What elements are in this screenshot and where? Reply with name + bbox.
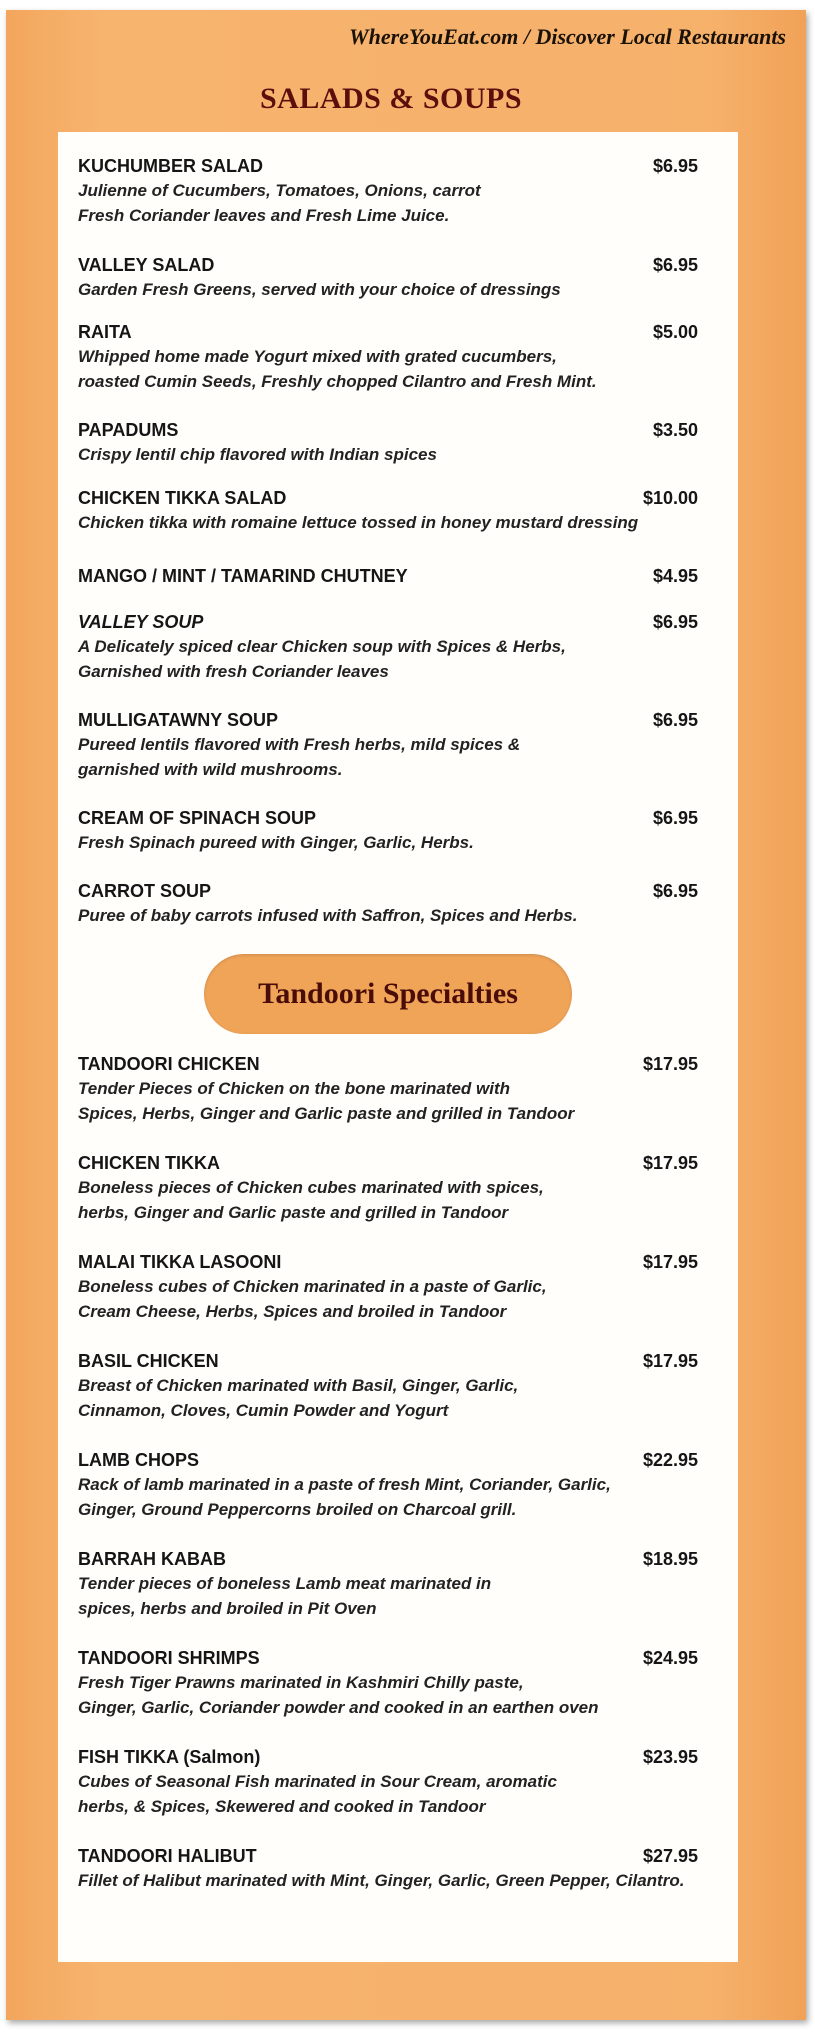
menu-item-price: $23.95 — [642, 1747, 698, 1767]
menu-item — [78, 1151, 698, 1225]
menu-item — [78, 1646, 698, 1720]
menu-item-description: Pureed lentils flavored with Fresh herbs, mild spices & garnished with wild mushrooms. — [78, 735, 521, 779]
menu-item — [78, 1844, 698, 1893]
menu-item-name: MANGO / MINT / TAMARIND CHUTNEY — [78, 566, 408, 586]
menu-item-price: $4.95 — [652, 566, 698, 586]
menu-item — [78, 1547, 698, 1621]
menu-item-name: CREAM OF SPINACH SOUP — [78, 808, 317, 828]
menu-item-description: Puree of baby carrots infused with Saffron, Spices and Herbs. — [78, 906, 578, 925]
menu-item-price: $3.50 — [652, 420, 698, 440]
tandoori-heading-pill — [204, 954, 572, 1034]
menu-item-price: $6.95 — [652, 255, 698, 275]
menu-item-description: Tender Pieces of Chicken on the bone marinated with Spices, Herbs, Ginger and Garlic paste and grilled in Tandoor — [78, 1079, 575, 1123]
section-title-salads-soups: SALADS & SOUPS — [259, 82, 523, 115]
menu-item-price: $6.95 — [652, 710, 698, 730]
menu-item — [78, 320, 698, 394]
menu-item — [78, 1745, 698, 1819]
menu-item-price: $6.95 — [652, 881, 698, 901]
menu-item-description: Garden Fresh Greens, served with your choice of dressings — [78, 280, 561, 299]
menu-item-price: $24.95 — [642, 1648, 698, 1668]
menu-item-name: VALLEY SALAD — [78, 255, 215, 275]
menu-item-description: Fresh Tiger Prawns marinated in Kashmiri Chilly paste, Ginger, Garlic, Coriander powder and cooked in an earthen oven — [78, 1673, 599, 1717]
menu-item — [78, 1448, 698, 1522]
menu-item-description: Fillet of Halibut marinated with Mint, Ginger, Garlic, Green Pepper, Cilantro. — [78, 1871, 685, 1890]
menu-item-price: $17.95 — [642, 1153, 698, 1173]
menu-item-description: A Delicately spiced clear Chicken soup with Spices & Herbs, Garnished with fresh Coriander leaves — [78, 637, 566, 681]
menu-item — [78, 1349, 698, 1423]
menu-item-name: FISH TIKKA (Salmon) — [78, 1747, 261, 1767]
menu-item-price: $27.95 — [642, 1846, 698, 1866]
menu-item-name: BARRAH KABAB — [78, 1549, 226, 1569]
tandoori-heading: Tandoori Specialties — [258, 977, 518, 1010]
menu-panel — [58, 132, 738, 1962]
menu-item-price: $17.95 — [642, 1054, 698, 1074]
menu-item-price: $6.95 — [652, 156, 698, 176]
menu-item-name: TANDOORI SHRIMPS — [78, 1648, 260, 1668]
menu-item — [78, 610, 698, 684]
menu-item-name: CHICKEN TIKKA — [78, 1153, 220, 1173]
menu-item-name: RAITA — [78, 322, 132, 342]
menu-item-name: BASIL CHICKEN — [78, 1351, 219, 1371]
menu-item-price: $17.95 — [642, 1252, 698, 1272]
menu-item-price: $10.00 — [642, 488, 698, 508]
menu-item-name: TANDOORI HALIBUT — [78, 1846, 257, 1866]
site-banner: WhereYouEat.com / Discover Local Restaurants — [349, 24, 786, 49]
menu-item-price: $18.95 — [642, 1549, 698, 1569]
menu-item-description: Fresh Spinach pureed with Ginger, Garlic, Herbs. — [78, 833, 474, 852]
menu-item-description: Julienne of Cucumbers, Tomatoes, Onions, carrot Fresh Coriander leaves and Fresh Lime Juice. — [78, 181, 481, 225]
menu-item — [78, 564, 698, 588]
menu-item-price: $6.95 — [652, 612, 698, 632]
menu-page — [6, 10, 806, 2020]
menu-item-name: CARROT SOUP — [78, 881, 212, 901]
menu-item — [78, 1052, 698, 1126]
menu-item — [78, 879, 698, 928]
menu-item-description: Boneless pieces of Chicken cubes marinated with spices, herbs, Ginger and Garlic paste and grilled in Tandoor — [78, 1178, 544, 1222]
menu-item-price: $6.95 — [652, 808, 698, 828]
menu-item-description: Breast of Chicken marinated with Basil, Ginger, Garlic, Cinnamon, Cloves, Cumin Powder and Yogurt — [78, 1376, 519, 1420]
menu-item-name: LAMB CHOPS — [78, 1450, 199, 1470]
menu-item — [78, 486, 698, 535]
menu-item-price: $17.95 — [642, 1351, 698, 1371]
menu-item-description: Cubes of Seasonal Fish marinated in Sour Cream, aromatic herbs, & Spices, Skewered and cooked in Tandoor — [78, 1772, 557, 1816]
menu-item-name: MALAI TIKKA LASOONI — [78, 1252, 282, 1272]
menu-item-description: Rack of lamb marinated in a paste of fresh Mint, Coriander, Garlic, Ginger, Ground Peppercorns broiled on Charcoal grill. — [78, 1475, 611, 1519]
menu-item-name: VALLEY SOUP — [78, 612, 204, 632]
menu-item — [78, 418, 698, 467]
menu-item — [78, 1250, 698, 1324]
menu-item-description: Whipped home made Yogurt mixed with grated cucumbers, roasted Cumin Seeds, Freshly chopped Cilantro and Fresh Mint. — [78, 347, 597, 391]
menu-item — [78, 806, 698, 855]
menu-item-name: MULLIGATAWNY SOUP — [78, 710, 278, 730]
menu-item-description: Tender pieces of boneless Lamb meat marinated in spices, herbs and broiled in Pit Oven — [78, 1574, 492, 1618]
menu-item — [78, 253, 698, 302]
menu-item-name: KUCHUMBER SALAD — [78, 156, 263, 176]
tandoori-heading-wrapper — [78, 954, 698, 1034]
menu-item — [78, 708, 698, 782]
menu-item — [78, 154, 698, 228]
menu-item-description: Boneless cubes of Chicken marinated in a paste of Garlic, Cream Cheese, Herbs, Spices and broiled in Tandoor — [78, 1277, 547, 1321]
menu-item-price: $22.95 — [642, 1450, 698, 1470]
menu-item-name: CHICKEN TIKKA SALAD — [78, 488, 287, 508]
menu-item-description: Chicken tikka with romaine lettuce tossed in honey mustard dressing — [78, 513, 639, 532]
menu-item-price: $5.00 — [652, 322, 698, 342]
menu-item-description: Crispy lentil chip flavored with Indian spices — [78, 445, 437, 464]
menu-item-name: TANDOORI CHICKEN — [78, 1054, 260, 1074]
menu-item-name: PAPADUMS — [78, 420, 179, 440]
